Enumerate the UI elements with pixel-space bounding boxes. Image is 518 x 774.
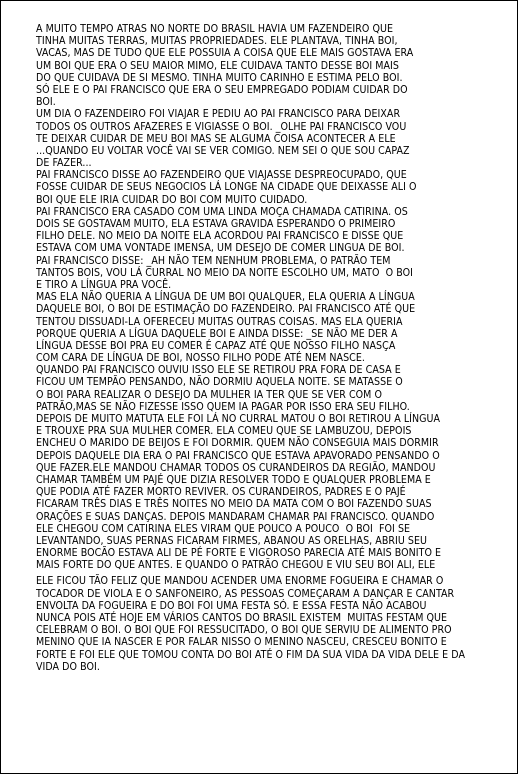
text-line: QUANDO PAI FRANCISCO OUVIU ISSO ELE SE RETIROU PRA FORA DE CASA E: [36, 364, 401, 377]
text-line: DEPOIS DE MUITO MATUTA ELE FOI LÁ NO CURRAL MATOU O BOI RETIROU A LÍNGUA: [36, 413, 441, 425]
text-line: MAS ELA NÃO QUERIA A LÍNGUA DE UM BOI QUALQUER, ELA QUERIA A LÍNGUA: [36, 291, 415, 304]
text-line: VIDA DO BOI.: [36, 660, 100, 673]
text-line: FORTE E FOI ELE QUE TOMOU CONTA DO BOI ATÉ O FIM DA SUA VIDA DA VIDA DELE E DA: [36, 648, 465, 661]
text-line: PORQUE QUERIA A LÍGUA DAQUELE BOI E AINDA DISSE: _SE NÃO ME DER A: [36, 327, 398, 340]
text-line: E TIRO A LÍNGUA PRA VOCÊ.: [36, 278, 172, 291]
text-line: SÓ ELE E O PAI FRANCISCO QUE ERA O SEU EMPREGADO PODIAM CUIDAR DO: [36, 83, 408, 96]
text-line: ENVOLTA DA FOGUEIRA E DO BOI FOI UMA FESTA SÓ. E ESSA FESTA NÃO ACABOU: [36, 599, 427, 612]
text-line: TE DEIXAR CUIDAR DE MEU BOI MAS SE ALGUMA COISA ACONTECER A ELE: [36, 132, 396, 145]
text-line: TODOS OS OUTROS AFAZERES E VIGIASSE O BOI. _OLHE PAI FRANCISCO VOU: [36, 120, 407, 133]
text-line: MAIS FORTE DO QUE ANTES. E QUANDO O PATRÃO CHEGOU E VIU SEU BOI ALI, ELE: [36, 559, 436, 572]
story-text: [36, 23, 508, 673]
text-line: ORAÇÕES E SUAS DANÇAS. DEPOIS MANDARAM CHAMAR PAI FRANCISCO. QUANDO: [36, 510, 435, 523]
text-line: NUNCA POIS ATÉ HOJE EM VÁRIOS CANTOS DO BRASIL EXISTEM MUITAS FESTAM QUE: [36, 612, 448, 624]
text-line: DEPOIS DAQUELE DIA ERA O PAI FRANCISCO QUE ESTAVA APAVORADO PENSANDO O: [36, 449, 440, 462]
text-line: ELE FICOU TÃO FELIZ QUE MANDOU ACENDER UMA ENORME FOGUEIRA E CHAMAR O: [36, 575, 444, 588]
text-line: BOI.: [36, 96, 56, 109]
text-line: TANTOS BOIS, VOU LÁ CURRAL NO MEIO DA NOITE ESCOLHO UM, MATO O BOI: [36, 266, 413, 279]
text-line: QUE PODIA ATÉ FAZER MORTO REVIVER. OS CURANDEIROS, PADRES E O PAJÉ: [36, 486, 406, 499]
text-line: E TROUXE PRA SUA MULHER COMER. ELA COMEU QUE SE LAMBUZOU, DEPOIS: [36, 425, 412, 438]
text-line: FICOU UM TEMPÃO PENSANDO, NÃO DORMIU AQUELA NOITE. SE MATASSE O: [36, 376, 403, 389]
text-line: ENORME BOCÃO ESTAVA ALI DE PÉ FORTE E VIGOROSO PARECIA ATÉ MAIS BONITO E: [36, 547, 442, 560]
text-line: DE FAZER...: [36, 157, 92, 170]
text-line: LÍNGUA DESSE BOI PRA EU COMER É CAPAZ ATÉ QUE NOSSO FILHO NASÇA: [36, 339, 396, 352]
text-line: LEVANTANDO, SUAS PERNAS FICARAM FIRMES, ABANOU AS ORELHAS, ABRIU SEU: [36, 534, 428, 547]
text-line: MENINO QUE IA NASCER E POR FALAR NISSO O MENINO NASCEU, CRESCEU BONITO E: [36, 636, 447, 649]
text-line: ELE CHEGOU COM CATIRINA ELES VIRAM QUE POUCO A POUCO O BOI FOI SE: [36, 522, 411, 535]
text-line: QUE FAZER.ELE MANDOU CHAMAR TODOS OS CURANDEIROS DA REGIÃO, MANDOU: [36, 461, 436, 474]
text-line: PAI FRANCISCO DISSE AO FAZENDEIRO QUE VIAJASSE DESPREOCUPADO, QUE: [36, 169, 407, 182]
text-line: A MUITO TEMPO ATRAS NO NORTE DO BRASIL HAVIA UM FAZENDEIRO QUE: [36, 23, 394, 35]
text-line: BOI QUE ELE IRIA CUIDAR DO BOI COM MUITO CUIDADO.: [36, 193, 308, 206]
text-line: CELEBRAM O BOI. O BOI QUE FOI RESSUCITADO, O BOI QUE SERVIU DE ALIMENTO PRO: [36, 624, 452, 637]
text-line: DOIS SE GOSTAVAM MUITO, ELA ESTAVA GRAVIDA ESPERANDO O PRIMEIRO: [36, 218, 396, 230]
text-line: PAI FRANCISCO DISSE: _AH NÃO TEM NENHUM PROBLEMA, O PATRÃO TEM: [36, 254, 391, 267]
text-line: TOCADOR DE VIOLA E O SANFONEIRO, AS PESSOAS COMEÇARAM A DANÇAR E CANTAR: [36, 587, 455, 600]
text-line: O BOI PARA REALIZAR O DESEJO DA MULHER IA TER QUE SE VER COM O: [36, 388, 382, 401]
text-line: ENCHEU O MARIDO DE BEIJOS E FOI DORMIR. QUEM NÃO CONSEGUIA MAIS DORMIR: [36, 437, 439, 450]
text-line: FOSSE CUIDAR DE SEUS NEGOCIOS LÁ LONGE NA CIDADE QUE DEIXASSE ALI O: [36, 181, 417, 194]
text-line: COM CARA DE LÍNGUA DE BOI, NOSSO FILHO PODE ATÉ NEM NASCE.: [36, 352, 365, 365]
text-line: CHAMAR TAMBÉM UM PAJÉ QUE DIZIA RESOLVER TODO E QUALQUER PROBLEMA E: [36, 473, 431, 486]
text-line: UM BOI QUE ERA O SEU MAIOR MIMO, ELE CUIDAVA TANTO DESSE BOI MAIS: [36, 59, 399, 72]
text-line: VACAS, MAS DE TUDO QUE ELE POSSUIA A COISA QUE ELE MAIS GOSTAVA ERA: [36, 47, 414, 60]
text-line: FICARAM TRÊS DIAS E TRÊS NOITES NO MEIO DA MATA COM O BOI FAZENDO SUAS: [36, 498, 432, 511]
text-line: DAQUELE BOI, O BOI DE ESTIMAÇÃO DO FAZENDEIRO. PAI FRANCISCO ATÉ QUE: [36, 303, 416, 316]
text-line: UM DIA O FAZENDEIRO FOI VIAJAR E PEDIU AO PAI FRANCISCO PARA DEIXAR: [36, 108, 401, 121]
text-line: ...QUANDO EU VOLTAR VOCÊ VAI SE VER COMIGO. NEM SEI O QUE SOU CAPAZ: [36, 144, 410, 157]
text-line: PAI FRANCISCO ERA CASADO COM UMA LINDA MOÇA CHAMADA CATIRINA. OS: [36, 205, 408, 218]
text-line: TENTOU DISSUADI-LA OFERECEU MUITAS OUTRAS COISAS. MAS ELA QUERIA: [36, 315, 403, 328]
text-line: DO QUE CUIDAVA DE SI MESMO. TINHA MUITO CARINHO E ESTIMA PELO BOI.: [36, 71, 403, 84]
text-line: TINHA MUITAS TERRAS, MUITAS PROPRIEDADES. ELE PLANTAVA, TINHA BOI,: [36, 35, 398, 48]
text-line: FILHO DELE. NO MEIO DA NOITE ELA ACORDOU PAI FRANCISCO E DISSE QUE: [36, 230, 404, 243]
text-line: ESTAVA COM UMA VONTADE IMENSA, UM DESEJO DE COMER LINGUA DE BOI.: [36, 242, 405, 255]
text-line: PATRÃO,MAS SE NÃO FIZESSE ISSO QUEM IA PAGAR POR ISSO ERA SEU FILHO.: [36, 400, 410, 413]
